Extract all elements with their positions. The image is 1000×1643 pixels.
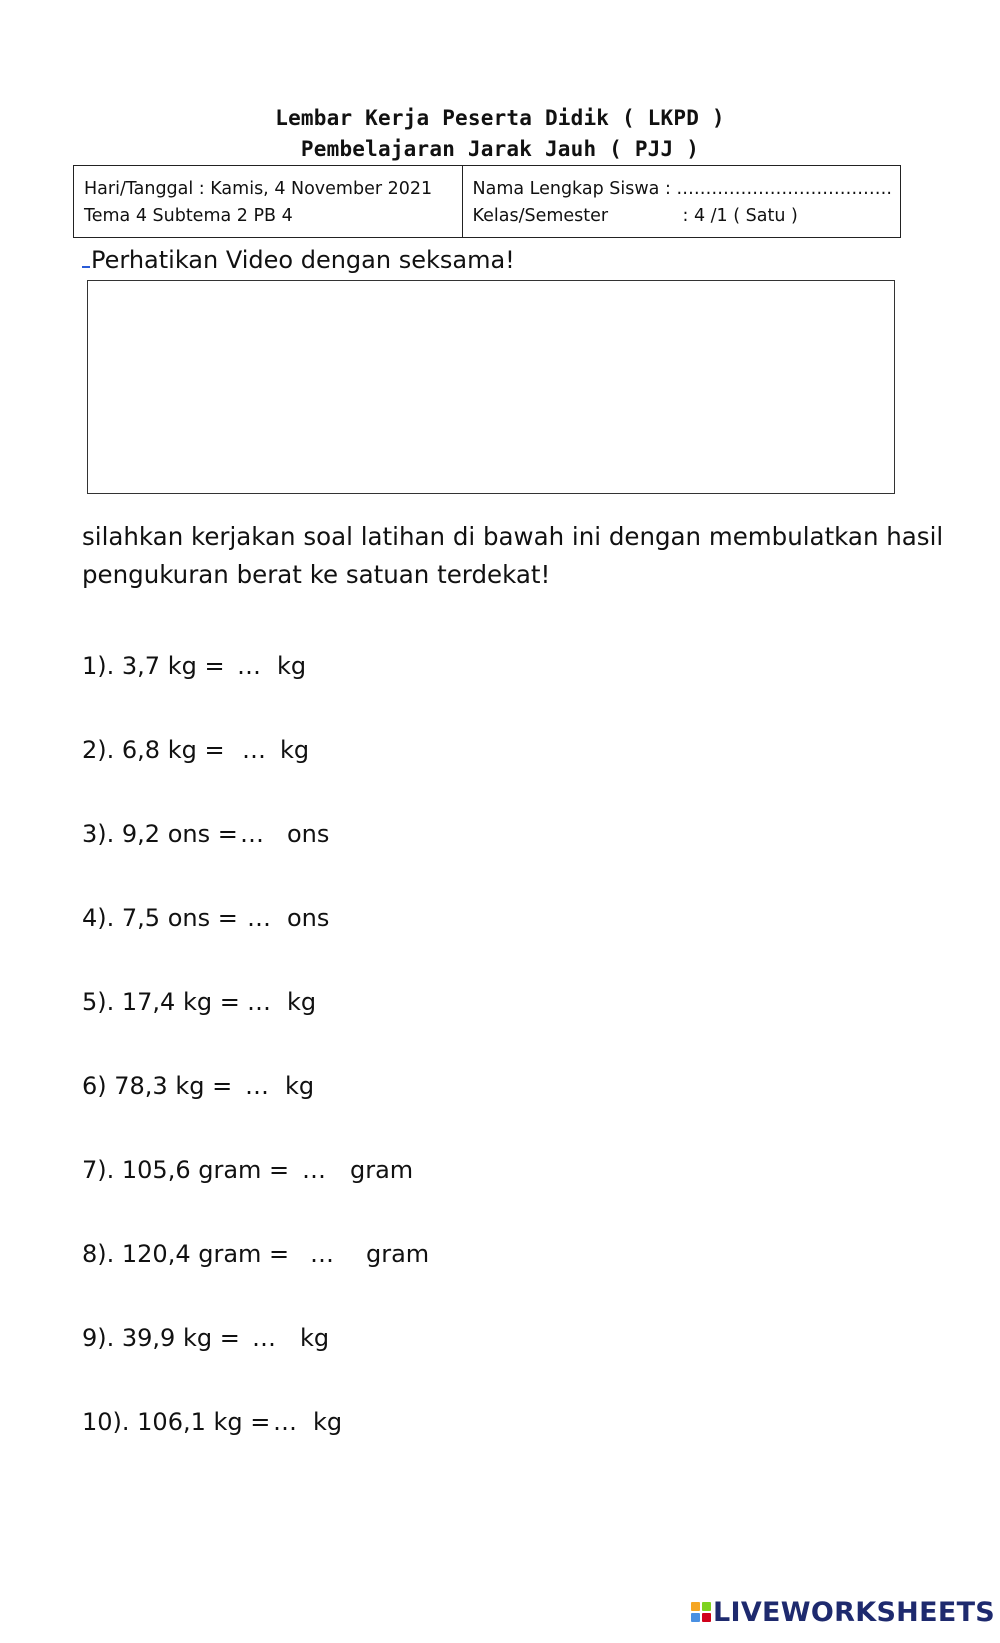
worksheet-subtitle: Pembelajaran Jarak Jauh ( PJJ ) xyxy=(300,137,700,161)
answer-blank[interactable]: … xyxy=(247,904,271,932)
logo-block xyxy=(702,1602,711,1611)
question-label: 6) 78,3 kg = xyxy=(82,1072,233,1100)
video-embed-box[interactable] xyxy=(87,280,895,494)
question-unit: kg xyxy=(287,988,317,1016)
answer-blank[interactable]: … xyxy=(237,652,261,680)
question-label: 1). 3,7 kg = xyxy=(82,652,225,680)
exercise-prompt: silahkan kerjakan soal latihan di bawah ini dengan membulatkan hasil pengukuran berat ke satuan terdekat! xyxy=(82,522,944,589)
answer-blank[interactable]: … xyxy=(247,988,271,1016)
logo-block xyxy=(691,1602,700,1611)
info-right-cell xyxy=(463,166,901,237)
answer-blank[interactable]: … xyxy=(302,1156,326,1184)
question-label: 10). 106,1 kg = xyxy=(82,1408,271,1436)
question-unit: kg xyxy=(313,1408,343,1436)
question-label: 8). 120,4 gram = xyxy=(82,1240,290,1268)
class-value: : 4 /1 ( Satu ) xyxy=(682,206,798,226)
theme-field: Tema 4 Subtema 2 PB 4 xyxy=(84,206,293,226)
question-unit: gram xyxy=(350,1156,414,1184)
answer-blank[interactable]: … xyxy=(245,1072,269,1100)
info-table xyxy=(73,165,901,238)
answer-blank[interactable]: … xyxy=(242,736,266,764)
worksheet-title: Lembar Kerja Peserta Didik ( LKPD ) xyxy=(275,106,725,130)
question-label: 7). 105,6 gram = xyxy=(82,1156,290,1184)
question-label: 9). 39,9 kg = xyxy=(82,1324,240,1352)
question-label: 4). 7,5 ons = xyxy=(82,904,238,932)
date-field: Hari/Tanggal : Kamis, 4 November 2021 xyxy=(84,179,433,199)
link-underline-mark xyxy=(82,242,90,268)
question-unit: kg xyxy=(280,736,310,764)
question-unit: gram xyxy=(366,1240,430,1268)
question-label: 2). 6,8 kg = xyxy=(82,736,225,764)
question-unit: ons xyxy=(287,820,330,848)
video-instruction-text: Perhatikan Video dengan seksama! xyxy=(91,246,515,274)
answer-blank[interactable]: … xyxy=(240,820,264,848)
question-label: 5). 17,4 kg = xyxy=(82,988,240,1016)
student-name-field: Nama Lengkap Siswa : ………………………………. xyxy=(472,179,892,199)
question-unit: kg xyxy=(300,1324,330,1352)
answer-blank[interactable]: … xyxy=(310,1240,334,1268)
question-label: 3). 9,2 ons = xyxy=(82,820,238,848)
logo-block xyxy=(702,1613,711,1622)
video-instruction xyxy=(82,242,515,274)
info-left-cell xyxy=(74,166,463,237)
answer-blank[interactable]: … xyxy=(252,1324,276,1352)
question-unit: kg xyxy=(285,1072,315,1100)
liveworksheets-logo-icon xyxy=(691,1602,711,1622)
answer-blank[interactable]: … xyxy=(273,1408,297,1436)
question-unit: ons xyxy=(287,904,330,932)
liveworksheets-logo xyxy=(691,1595,995,1629)
class-label: Kelas/Semester xyxy=(472,206,609,226)
logo-block xyxy=(691,1613,700,1622)
brand-name: LIVEWORKSHEETS xyxy=(713,1596,996,1628)
question-unit: kg xyxy=(277,652,307,680)
